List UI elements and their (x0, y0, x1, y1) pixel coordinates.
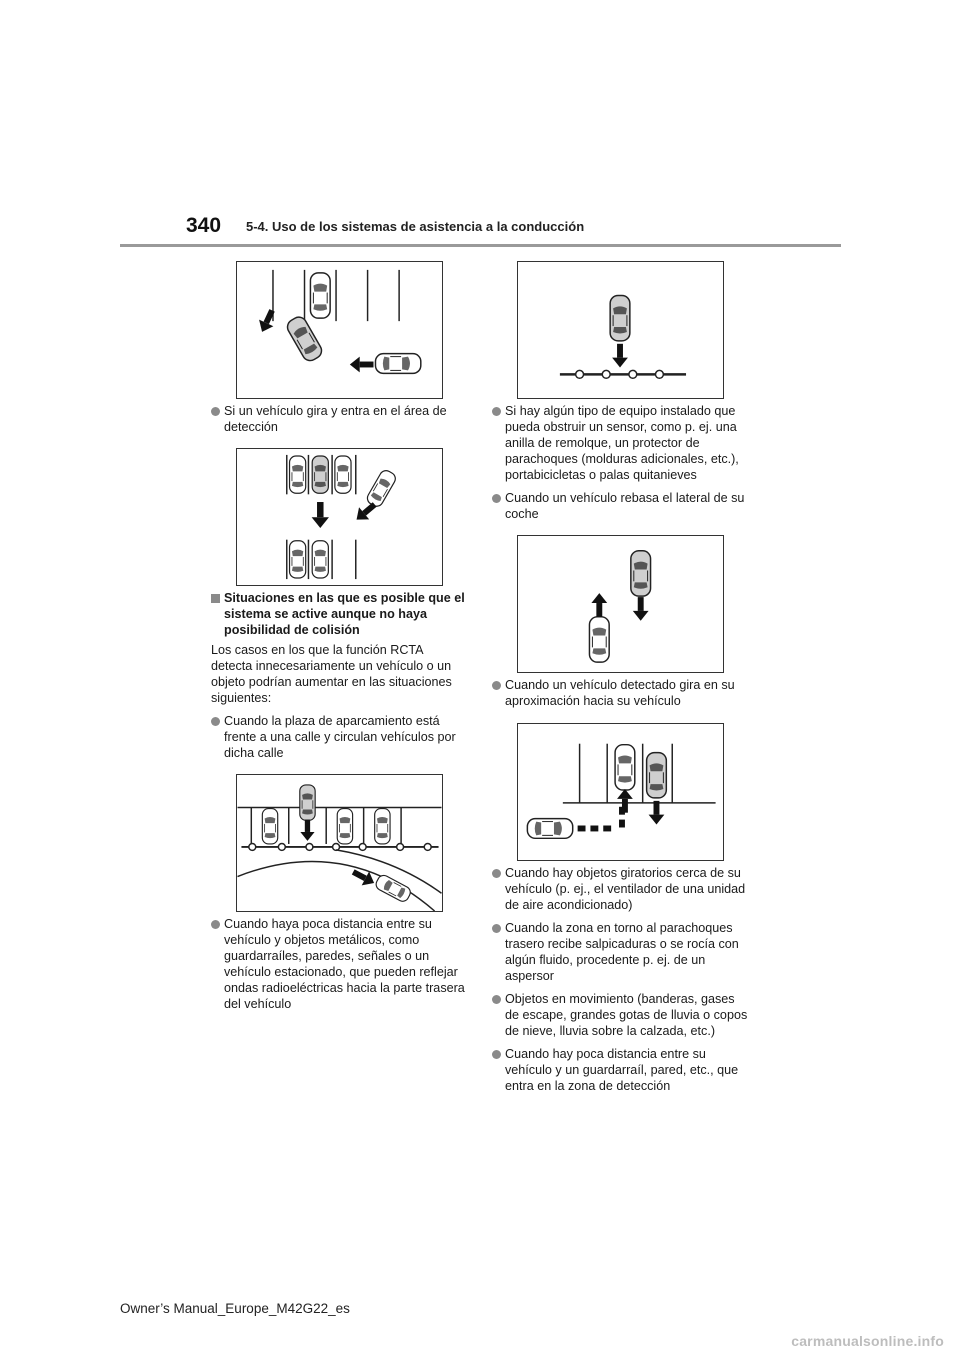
bullet-dot-icon (492, 869, 501, 878)
figure-equipment-sensor (517, 261, 724, 399)
bullet-dot-icon (492, 681, 501, 690)
figure-turning-vehicle (236, 261, 443, 399)
figure-street-parking (236, 774, 443, 912)
section-title: 5-4. Uso de los sistemas de asistencia a la conducción (246, 219, 585, 234)
heading-square-icon (211, 594, 220, 603)
watermark: carmanualsonline.info (791, 1333, 944, 1349)
bullet-dot-icon (211, 920, 220, 929)
bullet-dot-icon (211, 407, 220, 416)
bullet-dot-icon (492, 494, 501, 503)
bullet-dot-icon (492, 1050, 501, 1059)
bullet-dot-icon (211, 717, 220, 726)
text-false-activation-section: Situaciones en las que es posible que el sistema se active aunque no haya posibilidad de colisión Los casos en los que la función RCTA detecta innecesariamente un vehículo o un objeto podrían aumentar en las situaciones siguientes: Cuando la plaza de aparcamiento está frente a una calle y circulan vehículos por dicha calle (211, 590, 467, 761)
bullet-dot-icon (492, 924, 501, 933)
text-other-conditions: Cuando hay objetos giratorios cerca de su vehículo (p. ej., el ventilador de una unidad de aire acondicionado) Cuando la zona en torno al parachoques trasero recibe salpicaduras o se rocía con algún fluido, procedente p. ej. de un aspersor Objetos en movimiento (banderas, gases de escape, grandes gotas de lluvia o copos de nieve, lluvia sobre la calzada, etc.) Cuando hay poca distancia entre su vehículo y un guardarraíl, pared, etc., que entra en la zona de detección (492, 865, 750, 1094)
page-number: 340 (186, 214, 222, 237)
text-metal-objects: Cuando haya poca distancia entre su vehículo y objetos metálicos, como guardarraíles, paredes, señales o un vehículo estacionado, que pueden reflejar ondas radioeléctricas hacia la parte trasera del vehículo (211, 916, 467, 1012)
text-detected-turns: Cuando un vehículo detectado gira en su aproximación hacia su vehículo (492, 677, 750, 709)
header-divider (120, 244, 841, 247)
bullet-dot-icon (492, 995, 501, 1004)
figure-passing-side (517, 535, 724, 673)
text-turn-entry: Si un vehículo gira y entra en el área de detección (211, 403, 467, 435)
figure-adjacent-entering (236, 448, 443, 586)
footer-manual-id: Owner’s Manual_Europe_M42G22_es (120, 1301, 350, 1316)
bullet-dot-icon (492, 407, 501, 416)
intro-paragraph: Los casos en los que la función RCTA detecta innecesariamente un vehículo o un objeto podrían aumentar en las situaciones siguientes: (211, 643, 452, 705)
section-heading: Situaciones en las que es posible que el sistema se active aunque no haya posibilidad de colisión (211, 590, 467, 638)
figure-detected-turning (517, 723, 724, 861)
text-equipment-and-side: Si hay algún tipo de equipo instalado que pueda obstruir un sensor, como p. ej. una anilla de remolque, un protector de parachoques (molduras adicionales, etc.), portabicicletas o palas quitanieves Cuando un vehículo rebasa el lateral de su coche (492, 403, 750, 522)
